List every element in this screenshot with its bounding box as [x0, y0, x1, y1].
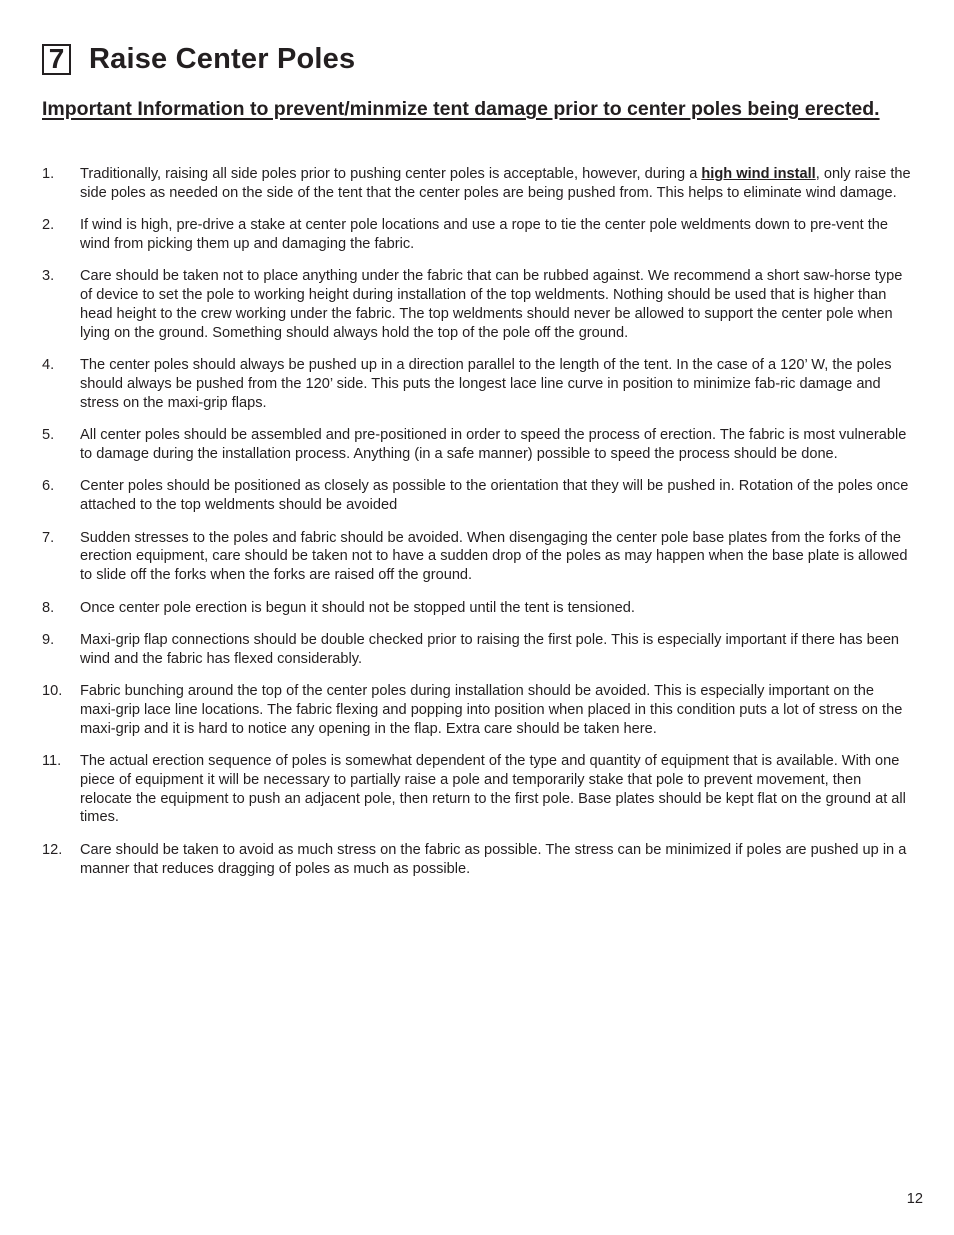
list-item-number: 1. — [42, 166, 55, 182]
section-header — [42, 41, 355, 77]
list-item-number: 7. — [42, 529, 55, 546]
list-item-text: If wind is high, pre-drive a stake at center pole locations and use a rope to tie the center pole weldments down to pre-vent the wind from picking them up and damaging the fabric. — [80, 217, 888, 252]
list-item — [42, 599, 912, 618]
list-item — [42, 529, 912, 585]
emphasis-text: high wind install — [701, 166, 816, 182]
list-item-text: Care should be taken not to place anything under the fabric that can be rubbed against. We recommend a short saw-horse type of device to set the pole to working height during installation of the top weldments. Nothing should be used that is higher than head height to the crew working under the fabric. The top weldments should never be allowed to support the center pole when lying on the ground. Something should always hold the top of the pole off the ground. — [80, 268, 903, 341]
section-subtitle: Important Information to prevent/minmize tent damage prior to center poles being erected. — [42, 98, 880, 120]
list-item-text: The center poles should always be pushed up in a direction parallel to the length of the tent. In the case of a 120’ W, the poles should always be pushed from the 120’ side. This puts the longest lace line curve in position to minimize fab-ric damage and stress on the maxi-grip flaps. — [80, 357, 892, 411]
list-item — [42, 216, 912, 254]
list-item-number: 5. — [42, 427, 55, 444]
page-title: Raise Center Poles — [89, 42, 356, 75]
list-item-text-end: , only raise the side poles as needed on the side of the tent that the center poles are being pushed from. This helps to eliminate wind damage. — [80, 166, 911, 201]
list-item — [42, 752, 912, 827]
list-item-number: 11. — [42, 753, 62, 770]
list-item-text: Once center pole erection is begun it should not be stopped until the tent is tensioned. — [80, 599, 635, 616]
list-item — [42, 682, 912, 738]
list-item-number: 9. — [42, 631, 55, 648]
list-item-number: 10. — [42, 683, 63, 700]
list-item — [42, 426, 912, 464]
list-item-text — [80, 165, 912, 203]
list-item — [42, 841, 912, 879]
list-item — [42, 165, 912, 203]
list-item-text: Care should be taken to avoid as much stress on the fabric as possible. The stress can be minimized if poles are pushed up in a manner that reduces dragging of poles as much as possible. — [80, 841, 907, 877]
list-item-number: 6. — [42, 478, 55, 495]
list-item-text: Maxi-grip flap connections should be double checked prior to raising the first pole. This is especially important if there has been wind and the fabric has flexed considerably. — [80, 631, 900, 667]
list-item — [42, 356, 912, 412]
list-item-text: The actual erection sequence of poles is somewhat dependent of the type and quantity of equipment that is available. With one piece of equipment it will be necessary to partially raise a pole and temporarily stake that pole to prevent movement, then relocate the equipment to push an adjacent pole, then return to the first pole. Base plates should be kept flat on the ground at all times. — [80, 753, 906, 826]
list-item — [42, 631, 912, 669]
list-item-text: All center poles should be assembled and pre-positioned in order to speed the process of erection. The fabric is most vulnerable to damage during the installation process. Anything (in a safe manner) possible to speed the process should be done. — [80, 427, 907, 462]
page-number: 12 — [906, 1191, 923, 1207]
instruction-list — [42, 165, 912, 892]
list-item-number: 2. — [42, 217, 55, 234]
step-number-box: 7 — [42, 44, 71, 75]
list-item-number: 4. — [42, 357, 55, 374]
list-item-number: 12. — [42, 841, 63, 858]
list-item-number: 8. — [42, 599, 55, 616]
list-item — [42, 477, 912, 515]
list-item-text-start: Traditionally, raising all side poles prior to pushing center poles is acceptable, however, during a — [80, 166, 702, 182]
list-item-text: Sudden stresses to the poles and fabric should be avoided. When disengaging the center pole base plates from the forks of the erection equipment, care should be taken not to have a sudden drop of the poles as may happen when the base plate is allowed to slide off the forks when the forks are raised off the ground. — [80, 529, 908, 584]
list-item-number: 3. — [42, 268, 55, 285]
list-item-text: Fabric bunching around the top of the center poles during installation should be avoided. This is especially important on the maxi-grip lace line locations. The fabric flexing and popping into position when placed in this condition puts a lot of stress on the maxi-grip and it is hard to notice any opening in the flap. Extra care should be taken here. — [80, 683, 903, 737]
list-item-text: Center poles should be positioned as closely as possible to the orientation that they will be pushed in. Rotation of the poles once attached to the top weldments should be avoided — [80, 478, 909, 514]
list-item — [42, 267, 912, 342]
